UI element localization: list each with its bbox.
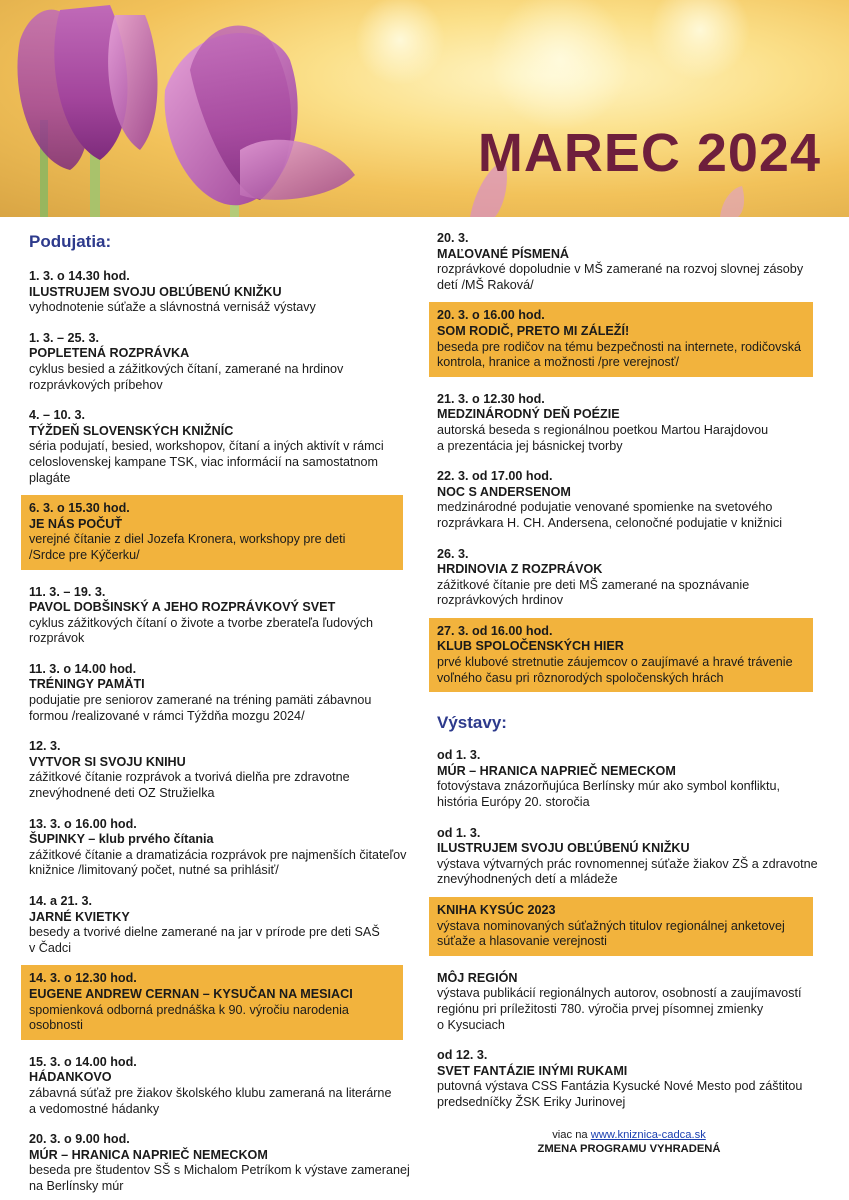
event-date: 1. 3. – 25. 3. — [29, 330, 100, 345]
event-title: ILUSTRUJEM SVOJU OBĽÚBENÚ KNIŽKU — [29, 284, 282, 299]
event-description: o Kysuciach — [437, 1017, 505, 1032]
event-description: rozprávkových hrdinov — [437, 593, 563, 608]
event-description: zážitkové čítanie rozprávok a tvorivá dielňa pre zdravotne — [29, 770, 350, 785]
event-item — [29, 894, 411, 956]
event-title: ILUSTRUJEM SVOJU OBĽÚBENÚ KNIŽKU — [437, 841, 690, 856]
event-title: NOC S ANDERSENOM — [437, 484, 571, 499]
event-item — [29, 739, 411, 801]
event-date: od 1. 3. — [437, 748, 481, 763]
event-item — [437, 1048, 821, 1110]
event-date: 6. 3. o 15.30 hod. — [29, 501, 130, 516]
event-title: MAĽOVANÉ PÍSMENÁ — [437, 246, 570, 261]
event-date: 13. 3. o 16.00 hod. — [29, 816, 137, 831]
event-date: 26. 3. — [437, 546, 469, 561]
event-description: zážitkové čítanie pre deti MŠ zamerané na spoznávanie — [437, 577, 750, 592]
event-item — [437, 748, 821, 810]
event-description: vyhodnotenie súťaže a slávnostná vernisáž výstavy — [29, 300, 316, 315]
event-description: autorská beseda s regionálnou poetkou Martou Harajdovou — [437, 422, 769, 437]
event-date: 21. 3. o 12.30 hod. — [437, 391, 545, 406]
event-title: KNIHA KYSÚC 2023 — [437, 903, 556, 917]
event-description: beseda pre rodičov na tému bezpečnosti na internete, rodičovská — [437, 339, 802, 354]
event-item — [29, 1132, 411, 1194]
highlighted-event — [429, 302, 813, 376]
event-date: 14. a 21. 3. — [29, 894, 93, 908]
event-description: história Európy 20. storočia — [437, 795, 590, 810]
event-description: v Čadci — [29, 940, 71, 955]
event-description: plagáte — [29, 470, 71, 485]
event-item — [29, 408, 411, 486]
events-column-right — [437, 217, 821, 1111]
event-description: a vedomostné hádanky — [29, 1101, 160, 1116]
event-title: HRDINOVIA Z ROZPRÁVOK — [437, 562, 603, 577]
event-description: kontrola, hranice a možnosti /pre verejnosť/ — [437, 355, 680, 370]
event-date: 27. 3. od 16.00 hod. — [437, 623, 553, 638]
event-description: znevýhodnené deti OZ Stružielka — [29, 786, 215, 801]
event-description: výstava publikácií regionálnych autorov, osobností a zaujímavostí — [437, 986, 802, 1001]
event-description: súťaže a hlasovanie verejnosti — [437, 934, 607, 949]
event-item — [437, 826, 821, 888]
event-title: MÔJ REGIÓN — [437, 970, 518, 985]
website-link[interactable]: www.kniznica-cadca.sk — [590, 1129, 706, 1141]
page-title: MAREC 2024 — [477, 123, 821, 183]
header-banner — [0, 0, 849, 217]
event-title: KLUB SPOLOČENSKÝCH HIER — [437, 639, 624, 654]
event-date: 1. 3. o 14.30 hod. — [29, 269, 130, 283]
event-description: putovná výstava CSS Fantázia Kysucké Nové Mesto pod záštitou — [437, 1079, 803, 1094]
crocus-flowers-illustration — [0, 0, 849, 217]
event-description: voľného času pri rôznorodých spoločenských hrách — [437, 670, 724, 685]
event-description: verejné čítanie z diel Jozefa Kronera, workshopy pre deti — [29, 532, 346, 547]
event-description: prvé klubové stretnutie záujemcov o zaujímavé a hravé trávenie — [437, 655, 793, 670]
podujatia-heading: Podujatia: — [29, 232, 112, 251]
event-item — [29, 817, 411, 879]
event-description: fotovýstava znázorňujúca Berlínsky múr ako symbol konfliktu, — [437, 779, 780, 794]
program-change-note: ZMENA PROGRAMU VYHRADENÁ — [537, 1143, 721, 1155]
event-description: cyklus zážitkových čítaní o živote a tvorbe zberateľa ľudových — [29, 615, 374, 630]
event-title: TÝŽDEŇ SLOVENSKÝCH KNIŽNÍC — [29, 423, 234, 438]
event-date: 4. – 10. 3. — [29, 408, 86, 423]
event-description: rozprávkových príbehov — [29, 377, 163, 392]
event-description: formou /realizované v rámci Týždňa mozgu 2024/ — [29, 708, 305, 723]
highlighted-event — [21, 965, 403, 1039]
event-date: 12. 3. — [29, 739, 61, 754]
event-description: spomienková odborná prednáška k 90. výročiu narodenia osobnosti — [29, 1002, 349, 1033]
event-date: 11. 3. o 14.00 hod. — [29, 661, 137, 676]
event-description: zábavná súťaž pre žiakov školského klubu zameraná na literárne — [29, 1085, 392, 1100]
event-description: medzinárodné podujatie venované spomienke na svetového — [437, 500, 773, 515]
event-date: 20. 3. o 16.00 hod. — [437, 308, 545, 323]
footer-more-label: viac na — [552, 1129, 588, 1141]
event-item — [437, 971, 821, 1033]
event-description: séria podujatí, besied, workshopov, čítaní a iných aktivít v rámci — [29, 439, 384, 454]
vystavy-heading: Výstavy: — [437, 713, 507, 733]
event-title: MEDZINÁRODNÝ DEŇ POÉZIE — [437, 407, 620, 422]
event-title: SVET FANTÁZIE INÝMI RUKAMI — [437, 1063, 628, 1078]
event-date: od 12. 3. — [437, 1048, 488, 1063]
event-item — [29, 269, 411, 316]
event-description: rozprávok — [29, 631, 85, 646]
event-description: rozprávkové dopoludnie v MŠ zamerané na rozvoj slovnej zásoby — [437, 262, 804, 277]
event-description: znevýhodnených detí a mládeže — [437, 872, 618, 887]
event-description: predsedníčky ŽSK Eriky Jurinovej — [437, 1094, 626, 1109]
event-item — [29, 662, 411, 724]
event-date: 22. 3. od 17.00 hod. — [437, 469, 553, 484]
event-item — [29, 1055, 411, 1117]
exhibitions-list — [437, 748, 821, 1110]
footer — [437, 1128, 821, 1156]
event-title: MÚR – HRANICA NAPRIEČ NEMECKOM — [29, 1147, 268, 1162]
event-date: od 1. 3. — [437, 825, 481, 840]
event-description: detí /MŠ Raková/ — [437, 277, 534, 292]
event-title: ŠUPINKY – klub prvého čítania — [29, 832, 214, 847]
event-date: 20. 3. — [437, 231, 469, 245]
event-title: JE NÁS POČUŤ — [29, 516, 123, 531]
event-description: rozprávkara H. CH. Andersena, celonočné podujatie v knižnici — [437, 515, 783, 530]
event-description: na Berlínsky múr — [29, 1178, 124, 1193]
event-description: celoslovenskej kampane TSK, viac informácií na samostatnom — [29, 454, 379, 469]
event-description: výstava nominovaných súťažných titulov regionálnej anketovej — [437, 918, 785, 933]
event-date: 20. 3. o 9.00 hod. — [29, 1132, 130, 1147]
event-item — [29, 331, 411, 393]
event-item — [437, 231, 821, 293]
highlighted-event — [429, 618, 813, 692]
event-date: 11. 3. – 19. 3. — [29, 584, 106, 599]
event-description: a prezentácia jej básnickej tvorby — [437, 438, 623, 453]
event-item — [29, 585, 411, 647]
event-title: VYTVOR SI SVOJU KNIHU — [29, 754, 186, 769]
event-description: regiónu pri príležitosti 780. výročia prvej písomnej zmienky — [437, 1001, 764, 1016]
event-title: PAVOL DOBŠINSKÝ A JEHO ROZPRÁVKOVÝ SVET — [29, 600, 336, 615]
event-description: knižnice /limitovaný počet, nutné sa prihlásiť/ — [29, 863, 279, 878]
event-description: besedy a tvorivé dielne zamerané na jar v prírode pre deti SAŠ — [29, 925, 380, 940]
event-description: zážitkové čítanie a dramatizácia rozprávok pre najmenších čitateľov — [29, 847, 407, 862]
event-title: JARNÉ KVIETKY — [29, 909, 130, 924]
event-date: 14. 3. o 12.30 hod. — [29, 971, 137, 986]
highlighted-event — [21, 495, 403, 569]
events-list-right — [437, 231, 821, 692]
event-title: SOM RODIČ, PRETO MI ZÁLEŽÍ! — [437, 323, 630, 338]
events-list-left — [29, 269, 411, 1195]
event-title: HÁDANKOVO — [29, 1070, 112, 1085]
events-column-left — [29, 217, 411, 1195]
event-item — [437, 547, 821, 609]
event-description: beseda pre študentov SŠ s Michalom Petríkom k výstave zameranej — [29, 1163, 410, 1178]
event-item — [437, 469, 821, 531]
event-item — [437, 392, 821, 454]
event-description: výstava výtvarných prác rovnomennej súťaže žiakov ZŠ a zdravotne — [437, 856, 818, 871]
event-title: EUGENE ANDREW CERNAN – KYSUČAN NA MESIACI — [29, 986, 353, 1001]
event-description: cyklus besied a zážitkových čítaní, zamerané na hrdinov — [29, 361, 344, 376]
event-title: TRÉNINGY PAMÄTI — [29, 677, 145, 692]
event-description: /Srdce pre Kýčerku/ — [29, 547, 140, 562]
event-date: 15. 3. o 14.00 hod. — [29, 1054, 137, 1069]
highlighted-event — [429, 897, 813, 956]
event-title: MÚR – HRANICA NAPRIEČ NEMECKOM — [437, 763, 676, 778]
event-description: podujatie pre seniorov zamerané na tréning pamäti zábavnou — [29, 693, 372, 708]
event-title: POPLETENÁ ROZPRÁVKA — [29, 346, 190, 361]
